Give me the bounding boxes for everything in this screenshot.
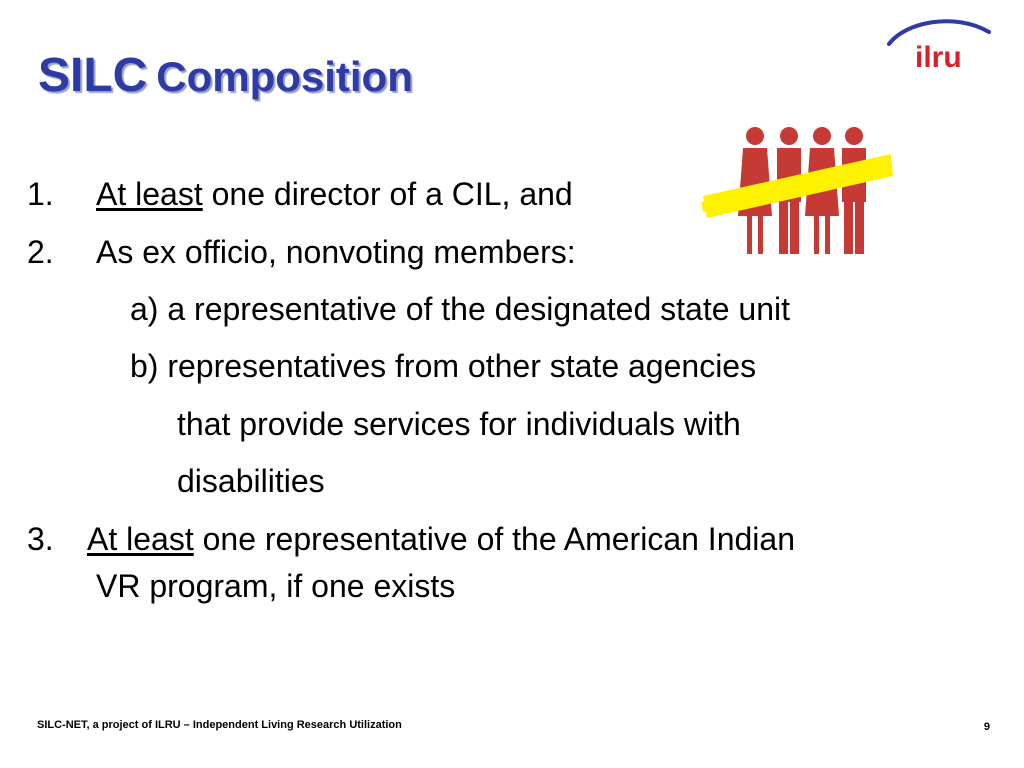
people-group-icon	[695, 124, 900, 264]
item-3-text: one representative of the American Indian	[193, 521, 795, 557]
ilru-logo	[885, 14, 995, 74]
list-item-1	[27, 174, 573, 214]
list-item-2a: a) a representative of the designated state unit	[130, 291, 790, 327]
item-1-number: 1.	[27, 176, 54, 212]
title-part-2: Composition	[156, 53, 413, 100]
list-item-2	[27, 232, 576, 272]
item-3-number: 3.	[27, 521, 54, 557]
page-number: 9	[983, 721, 990, 733]
item-2-text: As ex officio, nonvoting members:	[96, 234, 576, 270]
list-item-2b-continued-2: disabilities	[177, 463, 325, 499]
title-part-1: SILC	[38, 49, 148, 102]
logo-text: ilru	[915, 41, 962, 74]
list-item-3	[27, 519, 795, 559]
item-2-number: 2.	[27, 234, 54, 270]
footer-text: SILC-NET, a project of ILRU – Independent Living Research Utilization	[37, 719, 402, 731]
item-1-text: one director of a CIL, and	[202, 176, 573, 212]
item-1-emphasis: At least	[96, 176, 203, 212]
list-item-3-continued: VR program, if one exists	[96, 568, 456, 604]
list-item-2b-continued: that provide services for individuals with	[177, 406, 741, 442]
list-item-2b: b) representatives from other state agencies	[130, 348, 757, 384]
page-title	[38, 48, 413, 103]
item-3-emphasis: At least	[87, 521, 194, 557]
